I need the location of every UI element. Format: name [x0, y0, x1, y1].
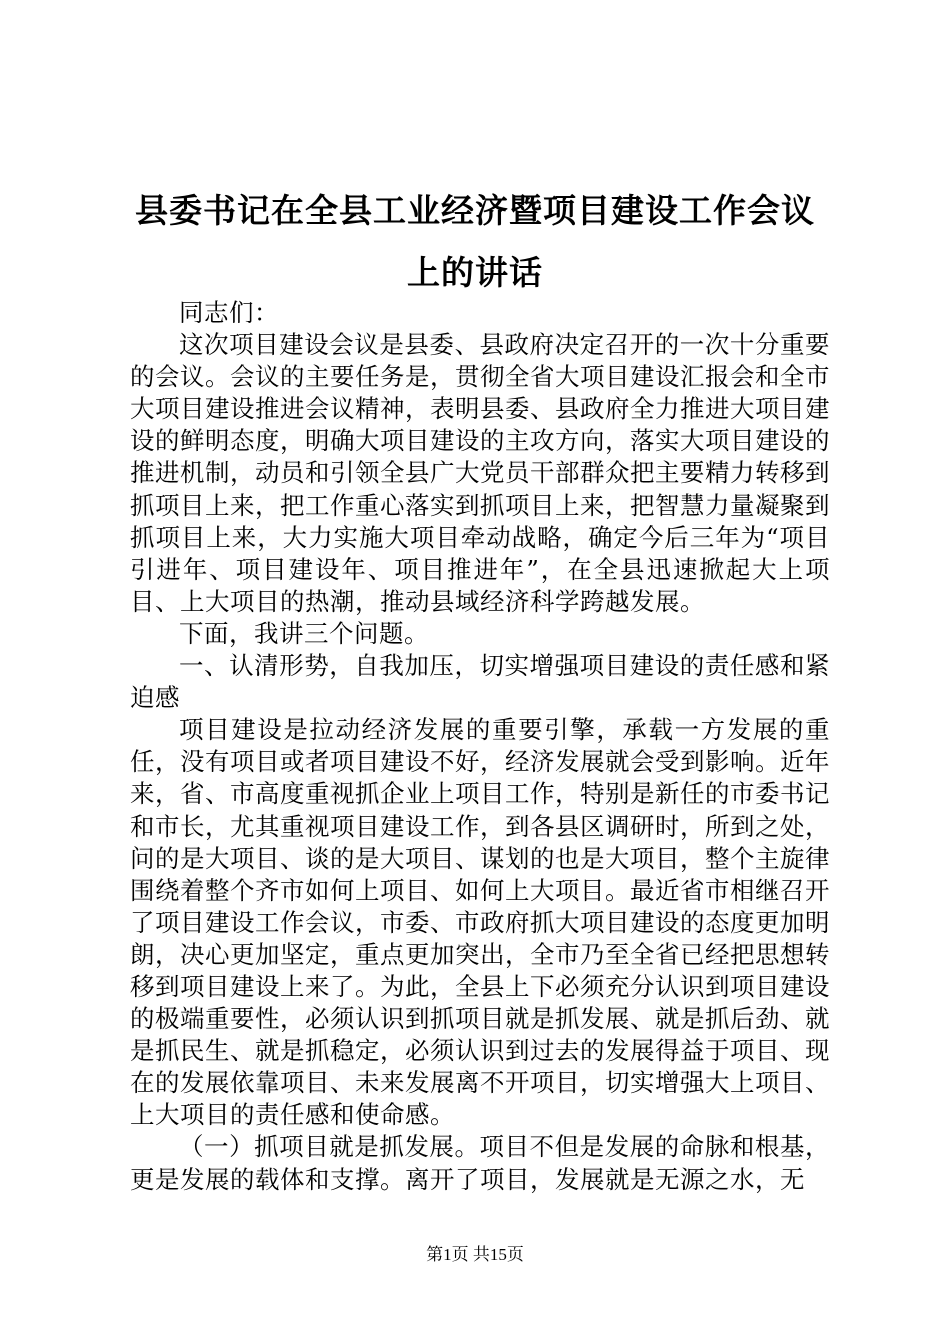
- section-heading-1: 一、认清形势，自我加压，切实增强项目建设的责任感和紧迫感: [130, 651, 830, 713]
- title-line-2: 上的讲话: [407, 253, 543, 292]
- document-body: [130, 297, 830, 1196]
- paragraph-section-1: 项目建设是拉动经济发展的重要引擎，承载一方发展的重任，没有项目或者项目建设不好，经济发展就会受到影响。近年来，省、市高度重视抓企业上项目工作，特别是新任的市委书记和市长，尤其重视项目建设工作，到各县区调研时，所到之处，问的是大项目、谈的是大项目、谋划的也是大项目，整个主旋律围绕着整个齐市如何上项目、如何上大项目。最近省市相继召开了项目建设工作会议，市委、市政府抓大项目建设的态度更加明朗，决心更加坚定，重点更加突出，全市乃至全省已经把思想转移到项目建设上来了。为此，全县上下必须充分认识到项目建设的极端重要性，必须认识到抓项目就是抓发展、就是抓后劲、就是抓民生、就是抓稳定，必须认识到过去的发展得益于项目、现在的发展依靠项目、未来发展离不开项目，切实增强大上项目、上大项目的责任感和使命感。: [130, 715, 830, 1130]
- page-footer: 第1页 共15页: [426, 1245, 524, 1264]
- title-line-1: 县委书记在全县工业经济暨项目建设工作会议: [135, 191, 815, 230]
- salutation: 同志们：: [179, 298, 279, 327]
- paragraph-outline: 下面，我讲三个问题。: [179, 618, 429, 648]
- document-title: [110, 180, 840, 304]
- paragraph-subsection-1: （一）抓项目就是抓发展。项目不但是发展的命脉和根基，更是发展的载体和支撑。离开了项目，发展就是无源之水，无: [130, 1132, 830, 1194]
- paragraph-intro: 这次项目建设会议是县委、县政府决定召开的一次十分重要的会议。会议的主要任务是，贯彻全省大项目建设汇报会和全市大项目建设推进会议精神，表明县委、县政府全力推进大项目建设的鲜明态度，明确大项目建设的主攻方向，落实大项目建设的推进机制，动员和引领全县广大党员干部群众把主要精力转移到抓项目上来，把工作重心落实到抓项目上来，把智慧力量凝聚到抓项目上来，大力实施大项目牵动战略，确定今后三年为“项目引进年、项目建设年、项目推进年”，在全县迅速掀起大上项目、上大项目的热潮，推动县域经济科学跨越发展。: [130, 330, 830, 616]
